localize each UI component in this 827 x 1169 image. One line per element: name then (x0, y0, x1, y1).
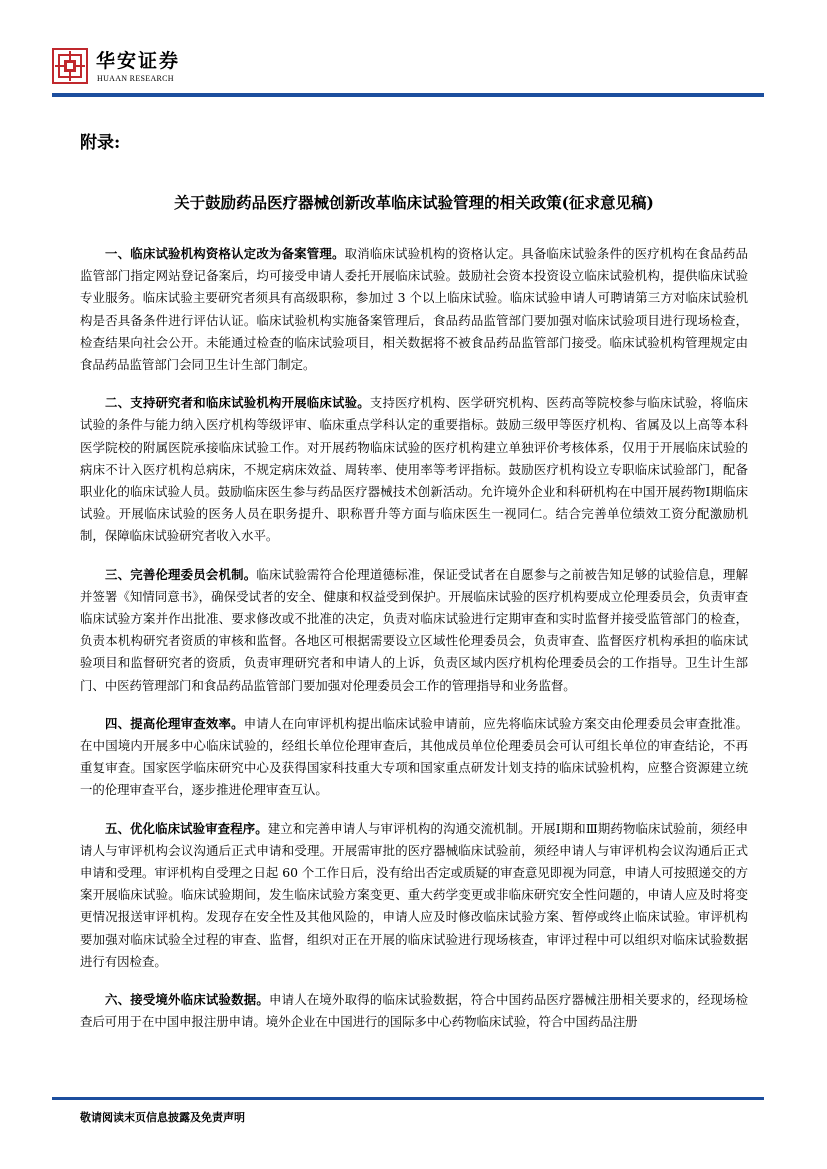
document-body (80, 243, 748, 1050)
paragraph-heading: 二、支持研究者和临床试验机构开展临床试验。 (105, 395, 370, 411)
policy-paragraph (80, 989, 748, 1033)
brand-name: 华安证券 (96, 50, 181, 72)
paragraph-heading: 一、临床试验机构资格认定改为备案管理。 (105, 246, 345, 261)
paragraph-text: 申请人在向审评机构提出临床试验申请前，应先将临床试验方案交由伦理委员会审查批准。在中国境内开展多中心临床试验的，经组长单位伦理审查后，其他成员单位伦理委员会可认可组长单位的审查结论，不再重复审查。国家医学临床研究中心及获得国家科技重大专项和国家重点研发计划支持的临床试验机构，应整合资源建立统一的伦理审查平台，逐步推进伦理审查互认。 (80, 715, 748, 798)
document-title: 关于鼓励药品医疗器械创新改革临床试验管理的相关政策(征求意见稿) (174, 193, 654, 212)
paragraph-heading: 三、完善伦理委员会机制。 (105, 566, 257, 582)
paragraph-text: 建立和完善申请人与审评机构的沟通交流机制。开展Ⅰ期和Ⅲ期药物临床试验前，须经申请人与审评机构会议沟通后正式申请和受理。开展需审批的医疗器械临床试验前，须经申请人与审评机构会议沟通后正式申请和受理。审评机构自受理之日起 60 个工作日后，没有给出否定或质疑的审查意见即视为同意，申请人可按照递交的方案开展临床试验。临床试验期间，发生临床试验方案变更、重大药学变更或非临床研究安全性问题的，申请人应及时将变更情况报送审评机构。发现存在安全性及其他风险的，申请人应及时修改临床试验方案、暂停或终止临床试验。审评机构要加强对临床试验全过程的审查、监督，组织对正在开展的临床试验进行现场核查，审评过程中可以组织对临床试验数据进行有因检查。 (80, 820, 749, 969)
paragraph-heading: 六、接受境外临床试验数据。 (105, 992, 269, 1008)
footer-disclaimer: 敬请阅读末页信息披露及免责声明 (80, 1111, 245, 1124)
footer-rule (52, 1097, 764, 1100)
policy-paragraph (80, 392, 748, 547)
paragraph-text: 取消临床试验机构的资格认定。具备临床试验条件的医疗机构在食品药品监管部门指定网站登记备案后，均可接受申请人委托开展临床试验。鼓励社会资本投资设立临床试验机构，提供临床试验专业服务。临床试验主要研究者须具有高级职称，参加过 3 个以上临床试验。临床试验申请人可聘请第三方对临床试验机构是否具备条件进行评估认证。临床试验机构实施备案管理后，食品药品监管部门要加强对临床试验项目进行现场检查，检查结果向社会公开。未能通过检查的临床试验项目，相关数据将不被食品药品监管部门接受。临床试验机构管理规定由食品药品监管部门会同卫生计生部门制定。 (80, 246, 749, 373)
policy-paragraph (80, 564, 748, 697)
appendix-label: 附录: (80, 133, 121, 153)
brand-name-en: HUAAN RESEARCH (97, 74, 174, 83)
paragraph-heading: 四、提高伦理审查效率。 (105, 715, 244, 731)
paragraph-text: 临床试验需符合伦理道德标准，保证受试者在自愿参与之前被告知足够的试验信息，理解并签署《知情同意书》，确保受试者的安全、健康和权益受到保护。开展临床试验的医疗机构要成立伦理委员会，负责审查临床试验方案并作出批准、要求修改或不批准的决定，负责对临床试验进行定期审查和实时监督并接受监管部门的检查，负责本机构研究者资质的审核和监督。各地区可根据需要设立区域性伦理委员会，负责审查、监督医疗机构承担的临床试验项目和监督研究者的资质，负责审理研究者和申请人的上诉，负责区域内医疗机构伦理委员会的工作指导。卫生计生部门、中医药管理部门和食品药品监管部门要加强对伦理委员会工作的管理指导和业务监督。 (80, 566, 749, 693)
policy-paragraph (80, 243, 748, 376)
paragraph-heading: 五、优化临床试验审查程序。 (105, 820, 268, 836)
policy-paragraph (80, 818, 748, 973)
paragraph-text: 申请人在境外取得的临床试验数据，符合中国药品医疗器械注册相关要求的，经现场检查后可用于在中国申报注册申请。境外企业在中国进行的国际多中心药物临床试验，符合中国药品注册 (80, 992, 749, 1030)
header-rule (52, 93, 764, 97)
paragraph-text: 支持医疗机构、医学研究机构、医药高等院校参与临床试验，将临床试验的条件与能力纳入医疗机构等级评审、临床重点学科认定的重要指标。鼓励三级甲等医疗机构、省属及以上高等本科医学院校的附属医院承接临床试验工作。对开展药物临床试验的医疗机构建立单独评价考核体系，仅用于开展临床试验的病床不计入医疗机构总病床，不规定病床效益、周转率、使用率等考评指标。鼓励医疗机构设立专职临床试验部门，配备职业化的临床试验人员。鼓励临床医生参与药品医疗器械技术创新活动。允许境外企业和科研机构在中国开展药物Ⅰ期临床试验。开展临床试验的医务人员在职务提升、职称晋升等方面与临床医生一视同仁。结合完善单位绩效工资分配激励机制，保障临床试验研究者收入水平。 (80, 395, 749, 544)
huaan-logo-icon (52, 48, 88, 84)
policy-paragraph (80, 713, 748, 802)
